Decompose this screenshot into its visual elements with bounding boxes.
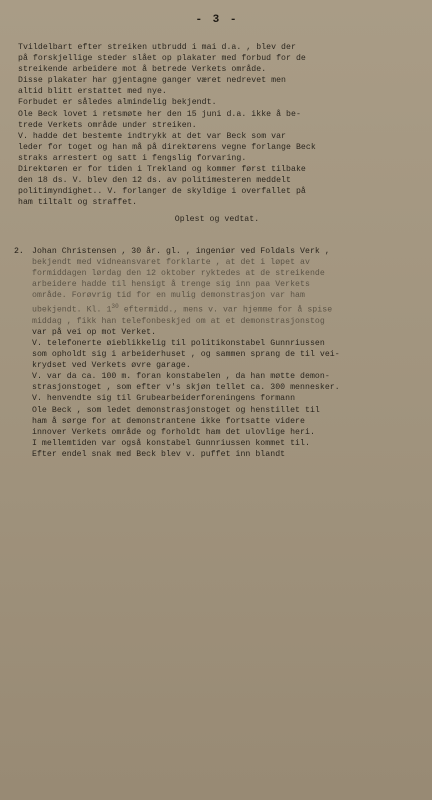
text-line: Forbudet er således almindelig bekjendt. bbox=[18, 98, 217, 108]
text-line: som opholdt sig i arbeiderhuset , og sammen sprang de til vei- bbox=[32, 350, 340, 360]
text-line: V. henvendte sig til Grubearbeiderforeningens formann bbox=[32, 394, 296, 404]
text-line: den 18 ds. V. blev den 12 ds. av politimesteren meddelt bbox=[18, 176, 291, 186]
section-1 bbox=[18, 42, 416, 208]
text-line: Ole Beck lovet i retsmøte her den 15 juni d.a. ikke å be- bbox=[18, 109, 301, 119]
text-line bbox=[32, 301, 416, 316]
text-line: krydset ved Verkets øvre garage. bbox=[32, 361, 191, 371]
text-line: altid blitt erstattet med nye. bbox=[18, 87, 167, 97]
time-superscript: 30 bbox=[111, 302, 119, 310]
text-line: ham å sørge for at demonstrantene ikke fortsatte videre bbox=[32, 416, 305, 426]
text-line: leder for toget og han må på direktørens vegne forlange Beck bbox=[18, 142, 316, 152]
text-line: straks arrestert og satt i fengslig forvaring. bbox=[18, 153, 247, 163]
text-line: V. telefonerte øieblikkelig til politikonstabel Gunnriussen bbox=[32, 338, 325, 348]
text-line: på forskjellige steder slået op plakater med forbud for de bbox=[18, 54, 306, 64]
text-line: V. var da ca. 100 m. foran konstabelen , da han møtte demon- bbox=[32, 372, 330, 382]
text-line: V. hadde det bestemte indtrykk at det var Beck som var bbox=[18, 131, 287, 141]
text-line: ham tiltalt og straffet. bbox=[18, 198, 138, 208]
text-line: Johan Christensen , 30 år. gl. , ingeniør ved Foldals Verk , bbox=[32, 246, 330, 256]
closing-statement: Oplest og vedtat. bbox=[174, 215, 260, 225]
text-line: område. Forøvrig tid for en mulig demonstrasjon var ham bbox=[32, 290, 305, 300]
text-line-start: ubekjendt. Kl. 1 bbox=[32, 305, 112, 315]
text-line: streikende arbeidere mot å betrede Verkets område. bbox=[18, 65, 267, 75]
text-line: arbeidere hadde til hensigt å trenge sig inn paa Verkets bbox=[32, 279, 310, 289]
text-line: formiddagen lørdag den 12 oktober ryktedes at de streikende bbox=[32, 268, 325, 278]
text-line: trede Verkets område under streiken. bbox=[18, 120, 197, 130]
text-line: strasjonstoget , som efter v's skjøn tellet ca. 300 mennesker. bbox=[32, 383, 340, 393]
text-line: Tvildelbart efter streiken utbrudd i mai d.a. , blev der bbox=[18, 43, 296, 52]
text-line-end: eftermidd., mens v. var hjemme for å spise bbox=[118, 305, 333, 315]
text-line: innover Verkets område og forholdt ham det ulovlige heri. bbox=[32, 427, 315, 437]
text-line: bekjendt med vidneansvaret forklarte , at det i løpet av bbox=[32, 257, 310, 267]
page-number: - 3 - bbox=[195, 14, 239, 26]
text-line: Disse plakater har gjentagne ganger været nedrevet men bbox=[18, 76, 287, 86]
item-number: 2. bbox=[14, 246, 24, 256]
text-line: I mellemtiden var også konstabel Gunnriussen kommet til. bbox=[32, 438, 310, 448]
section-2 bbox=[14, 246, 416, 461]
text-line: middag , fikk han telefonbeskjed om at et demonstrasjonstog bbox=[32, 316, 325, 326]
text-line: Efter endel snak med Beck blev v. puffet inn blandt bbox=[32, 449, 286, 459]
text-line: politimyndighet.. V. forlanger de skyldige i overfallet på bbox=[18, 187, 306, 197]
text-line: Ole Beck , som ledet demonstrasjonstoget og henstillet til bbox=[32, 405, 320, 415]
text-line: var på vei op mot Verket. bbox=[32, 327, 157, 337]
text-line: Direktøren er for tiden i Trekland og kommer først tilbake bbox=[18, 165, 306, 175]
